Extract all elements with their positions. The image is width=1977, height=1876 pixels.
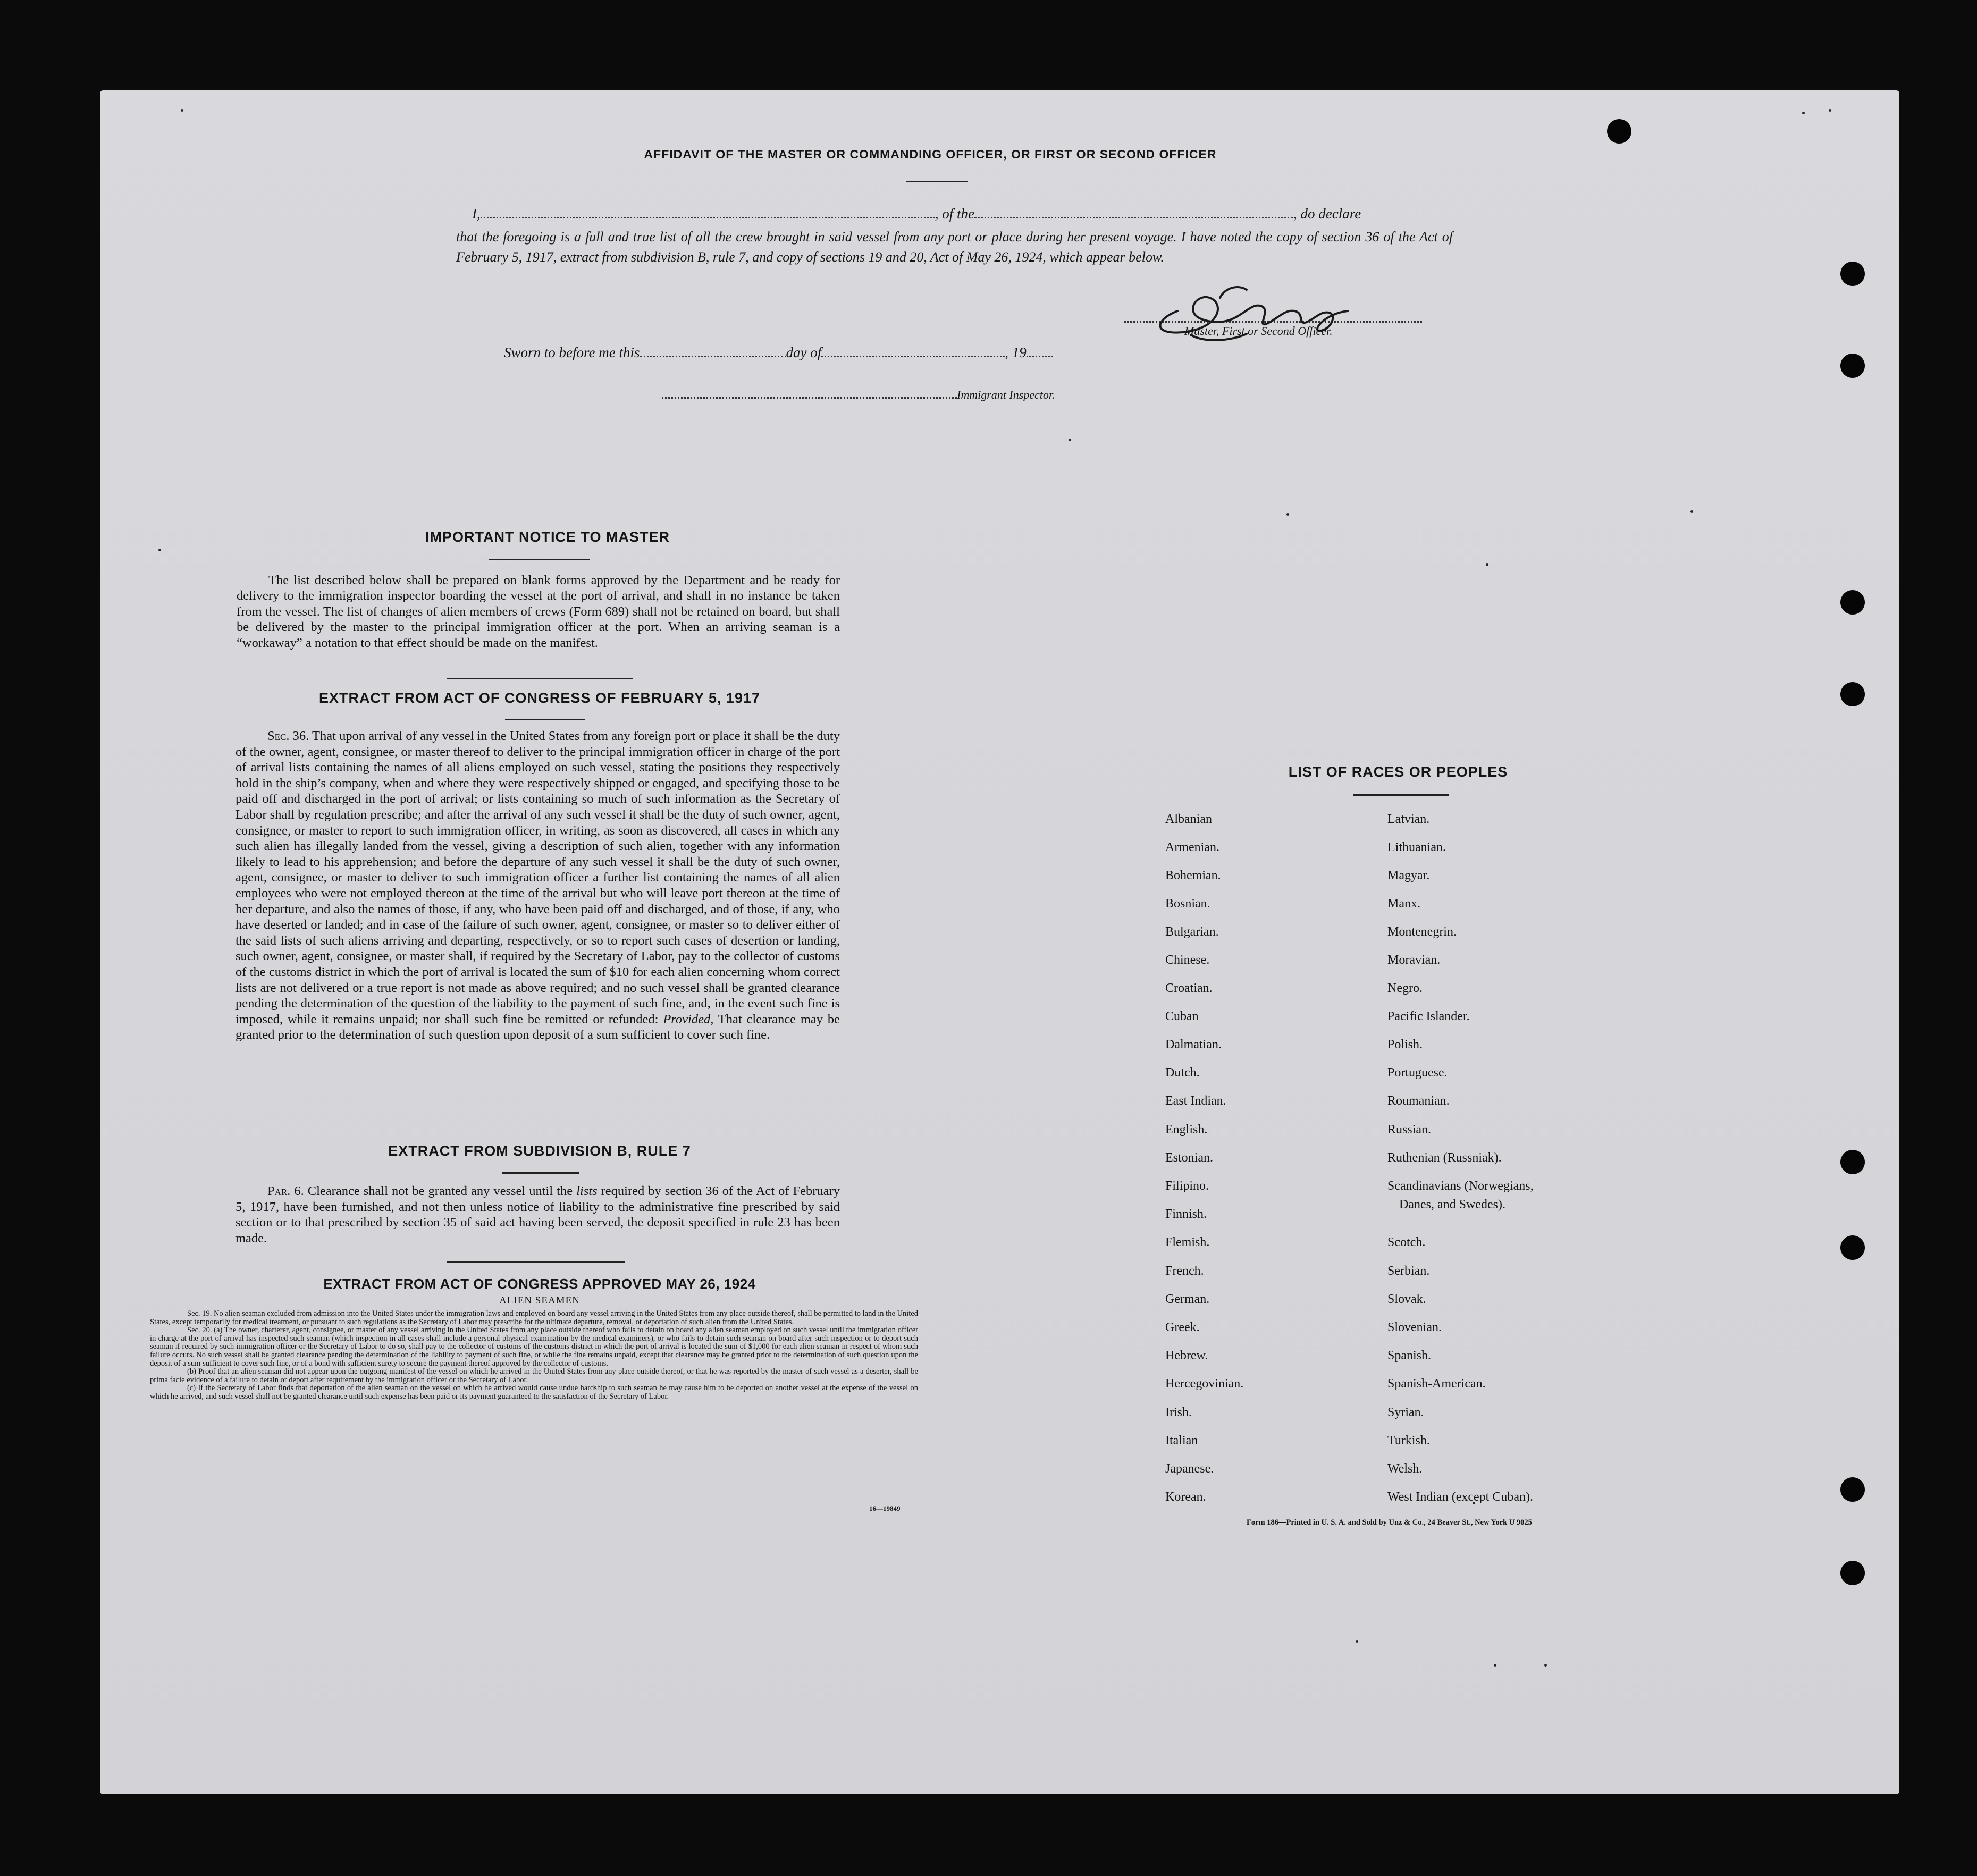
day-of-label: day of bbox=[786, 344, 822, 360]
race-item: Finnish. bbox=[1165, 1207, 1207, 1221]
race-item: Serbian. bbox=[1387, 1264, 1430, 1278]
race-item: Flemish. bbox=[1165, 1235, 1210, 1249]
punch-hole bbox=[1840, 682, 1865, 706]
speck bbox=[1494, 1664, 1496, 1667]
inspector-signature-field[interactable] bbox=[662, 397, 957, 399]
race-item: Slovenian. bbox=[1387, 1320, 1442, 1334]
speck bbox=[1286, 513, 1289, 516]
race-item: Italian bbox=[1165, 1434, 1198, 1448]
speck bbox=[1069, 439, 1071, 441]
notice-bottom-rule bbox=[447, 678, 633, 679]
race-item: West Indian (except Cuban). bbox=[1387, 1490, 1533, 1504]
rule7-bottom-rule bbox=[447, 1261, 625, 1263]
speck bbox=[1356, 1640, 1358, 1643]
extract-1917-underline bbox=[505, 719, 585, 720]
race-item: Manx. bbox=[1387, 897, 1420, 911]
race-item: Dutch. bbox=[1165, 1066, 1200, 1080]
race-item: Scandinavians (Norwegians, bbox=[1387, 1179, 1534, 1193]
race-item: Chinese. bbox=[1165, 953, 1210, 967]
race-item: Pacific Islander. bbox=[1387, 1009, 1470, 1023]
rule7-title: EXTRACT FROM SUBDIVISION B, RULE 7 bbox=[388, 1143, 691, 1159]
race-item: Hercegovinian. bbox=[1165, 1377, 1244, 1391]
sec-36-tail: That clearance may be granted prior to the determination of such question upon deposit of a sum sufficient to cover such fine. bbox=[235, 1012, 840, 1042]
extract-1917-body bbox=[235, 728, 840, 1043]
punch-hole bbox=[1607, 119, 1631, 144]
race-item: East Indian. bbox=[1165, 1094, 1226, 1108]
sec-20b: (b) Proof that an alien seaman did not appear upon the outgoing manifest of the vessel on which he arrived in the United States from any place outside thereof, or that he was reported by the master of such vessel as a deserter, shall be prima facie evidence of a failure to detain or deport after requirement by the immigration officer or the Secretary of Labor. bbox=[150, 1367, 918, 1384]
race-item: Magyar. bbox=[1387, 869, 1430, 882]
punch-hole bbox=[1840, 1561, 1865, 1585]
title-underline bbox=[906, 181, 968, 182]
race-item: Montenegrin. bbox=[1387, 925, 1457, 939]
inspector-line bbox=[662, 388, 1055, 402]
sec-36-text: That upon arrival of any vessel in the United States from any foreign port or place it shall be the duty of the owner, agent, consignee, or master thereof to deliver to the principal immigration officer in charge of the port of arrival lists containing the names of all aliens employed on such vessel, stating the positions they respectively hold in the ship’s company, when and where they were respectively shipped or engaged, and specifying those to be paid off and discharged in the port of arrival; or lists containing so much of such information as the Secretary of Labor shall by regulation prescribe; and after the arrival of any such vessel it shall be the duty of such owner, agent, consignee, or master to report to such immigration officer, in writing, as soon as discovered, all cases in which any such alien has illegally landed from the vessel, giving a description of such alien, together with any information likely to lead to his apprehension; and before the departure of any such vessel it shall be the duty of such owner, agent, consignee, or master to deliver to such immigration officer a further list containing the names of all alien employees who were not employed thereon at the time of the arrival but who will leave port thereon at the time of her departure, and also the names of those, if any, who have been paid off and discharged, and of those, if any, who have deserted or landed; and in case of the failure of such owner, agent, consignee, or master so to deliver either of the said lists of such aliens arriving and departing, respectively, or so to report such cases of desertion or landing, such owner, agent, consignee, or master shall, if required by the Secretary of Labor, pay to the collector of customs of the customs district in which the port of arrival is located the sum of $10 for each alien concerning whom correct lists are not delivered or a true report is not made as above required; and no such vessel shall be granted clearance pending the determination of the question of the liability to the payment of such fine, and, in the event such fine is imposed, while it remains unpaid; nor shall such fine be remitted or refunded: bbox=[235, 729, 840, 1027]
race-item: Spanish. bbox=[1387, 1349, 1432, 1362]
race-item: German. bbox=[1165, 1292, 1210, 1306]
act-1924-body bbox=[150, 1310, 918, 1401]
act-1924-title: EXTRACT FROM ACT OF CONGRESS APPROVED MAY 26, 1924 bbox=[323, 1276, 756, 1292]
race-item: Welsh. bbox=[1387, 1462, 1423, 1476]
form-imprint: Form 186—Printed in U. S. A. and Sold by Unz & Co., 24 Beaver St., New York U 9025 bbox=[1247, 1518, 1532, 1527]
race-item: Croatian. bbox=[1165, 981, 1213, 995]
punch-hole bbox=[1840, 1477, 1865, 1502]
race-item: Japanese. bbox=[1165, 1462, 1214, 1476]
inspector-caption: Immigrant Inspector. bbox=[957, 388, 1055, 401]
of-the-label: , of the bbox=[935, 206, 974, 222]
race-item: Turkish. bbox=[1387, 1434, 1430, 1448]
race-item: Syrian. bbox=[1387, 1406, 1424, 1419]
race-item: Albanian bbox=[1165, 812, 1212, 826]
alien-seamen-subtitle: ALIEN SEAMEN bbox=[499, 1295, 580, 1306]
declaration-line bbox=[472, 206, 1453, 222]
rule7-body bbox=[235, 1183, 840, 1246]
race-item: Ruthenian (Russniak). bbox=[1387, 1151, 1502, 1165]
race-item: Moravian. bbox=[1387, 953, 1441, 967]
sec-20c: (c) If the Secretary of Labor finds that deportation of the alien seaman on the vessel on which he arrived would cause undue hardship to such seaman he may cause him to be deported on another vessel at the expense of the vessel on which he arrived, and such vessel shall not be granted clearance until such expense has been paid or its payment guaranteed to the satisfaction of the Secretary of Labor. bbox=[150, 1384, 918, 1401]
race-item: French. bbox=[1165, 1264, 1204, 1278]
provided-word: Provided, bbox=[663, 1012, 714, 1027]
vessel-name-field[interactable] bbox=[974, 217, 1293, 218]
rule7-underline bbox=[502, 1172, 579, 1174]
punch-hole bbox=[1840, 1235, 1865, 1260]
race-item: Dalmatian. bbox=[1165, 1038, 1222, 1051]
sworn-year-field[interactable] bbox=[1027, 356, 1053, 357]
race-item: Armenian. bbox=[1165, 840, 1219, 854]
par-6-text-a: Clearance shall not be granted any vessel until the bbox=[307, 1184, 573, 1198]
signature-caption: Master, First or Second Officer. bbox=[1184, 324, 1333, 338]
race-item: Bulgarian. bbox=[1165, 925, 1219, 939]
race-item: Polish. bbox=[1387, 1038, 1423, 1051]
race-item: Scotch. bbox=[1387, 1235, 1426, 1249]
speck bbox=[1690, 510, 1693, 513]
speck bbox=[1544, 1664, 1547, 1667]
punch-hole bbox=[1840, 1150, 1865, 1174]
affidavit-body: that the foregoing is a full and true list of all the crew brought in said vessel from any port or place during her present voyage. I have noted the copy of section 36 of the Act of February 5, 1917, extract from subdivision B, rule 7, and copy of sections 19 and 20, Act of May 26, 1924, which appear below. bbox=[456, 229, 1453, 265]
par-6-text-b: required by section 36 of the Act of February 5, 1917, have been furnished, and not then unless notice of liability to the administrative fine prescribed by said section or to that prescribed by section 35 of said act having been served, the deposit specified in rule 23 has been made. bbox=[235, 1184, 840, 1246]
speck bbox=[1802, 112, 1805, 114]
race-item: Roumanian. bbox=[1387, 1094, 1450, 1108]
race-item: Spanish-American. bbox=[1387, 1377, 1486, 1391]
notice-underline bbox=[489, 559, 590, 560]
declare-label: , do declare bbox=[1293, 206, 1361, 222]
notice-title: IMPORTANT NOTICE TO MASTER bbox=[425, 529, 670, 545]
races-title: LIST OF RACES OR PEOPLES bbox=[1288, 764, 1508, 780]
race-item: Lithuanian. bbox=[1387, 840, 1446, 854]
speck bbox=[181, 109, 183, 112]
race-item: Bohemian. bbox=[1165, 869, 1221, 882]
speck bbox=[1486, 563, 1488, 566]
sec-20a: Sec. 20. (a) The owner, charterer, agent, consignee, or master of any vessel arriving in the United States from any place outside thereof who fails to detain on board any alien seaman employed on such vessel until the immigration officer in charge at the port of arrival has inspected such seaman (which inspection in all cases shall include a personal physical examination by the medical examiners), or who fails to detain such seaman on board after such inspection or to deport such seaman if required by such immigration officer or the Secretary of Labor to do so, shall pay to the collector of customs of the customs district in which the port of arrival is located the sum of $1,000 for each alien seaman in respect of whom such failure occurs. No such vessel shall be granted clearance pending the determination of the liability to payment of such fine, or while the fine remains unpaid, except that clearance may be granted prior to the determination of such question upon the deposit of a sum sufficient to cover such fine, or of a bond with sufficient surety to secure the payment thereof approved by the collector of customs. bbox=[150, 1326, 918, 1368]
declarant-name-field[interactable] bbox=[481, 217, 935, 218]
race-item: Russian. bbox=[1387, 1123, 1432, 1137]
sworn-month-field[interactable] bbox=[821, 356, 1005, 357]
sec-36-label: Sec. 36. bbox=[267, 729, 309, 743]
race-item: Irish. bbox=[1165, 1406, 1192, 1419]
year-label: , 19 bbox=[1005, 344, 1027, 360]
affidavit-title: AFFIDAVIT OF THE MASTER OR COMMANDING OFFICER, OR FIRST OR SECOND OFFICER bbox=[644, 147, 1217, 161]
race-item: Portuguese. bbox=[1387, 1066, 1448, 1080]
lists-word: lists bbox=[576, 1184, 598, 1198]
declarant-label: I, bbox=[472, 206, 481, 222]
punch-hole bbox=[1840, 354, 1865, 378]
notice-body: The list described below shall be prepared on blank forms approved by the Department and be ready for delivery to the immigration inspector boarding the vessel at the port of arrival, and shall in no instance be taken from the vessel. The list of changes of alien members of crews (Form 689) shall not be retained on board, but shall be delivered by the master to the principal immigration officer at the port. When an arriving seaman is a “workaway” a notation to that effect should be made on the manifest. bbox=[237, 573, 840, 650]
race-item: Estonian. bbox=[1165, 1151, 1213, 1165]
par-6-label: Par. 6. bbox=[267, 1184, 304, 1198]
race-item: Greek. bbox=[1165, 1320, 1200, 1334]
race-item: Danes, and Swedes). bbox=[1399, 1198, 1505, 1212]
race-item: Latvian. bbox=[1387, 812, 1430, 826]
race-item: English. bbox=[1165, 1123, 1208, 1137]
print-code: 16—19849 bbox=[869, 1504, 901, 1512]
speck bbox=[1829, 109, 1831, 112]
race-item: Filipino. bbox=[1165, 1179, 1209, 1193]
race-item: Cuban bbox=[1165, 1009, 1199, 1023]
punch-hole bbox=[1840, 590, 1865, 615]
races-underline bbox=[1353, 794, 1449, 796]
extract-1917-title: EXTRACT FROM ACT OF CONGRESS OF FEBRUARY 5, 1917 bbox=[318, 690, 761, 706]
speck bbox=[158, 549, 161, 551]
race-item: Slovak. bbox=[1387, 1292, 1426, 1306]
punch-hole bbox=[1840, 262, 1865, 286]
race-item: Korean. bbox=[1165, 1490, 1206, 1504]
sworn-day-field[interactable] bbox=[640, 356, 786, 357]
race-item: Bosnian. bbox=[1165, 897, 1210, 911]
race-item: Hebrew. bbox=[1165, 1349, 1208, 1362]
sec-19: Sec. 19. No alien seaman excluded from admission into the United States under the immigration laws and employed on board any vessel arriving in the United States from any place outside thereof, shall be permitted to land in the United States, except temporarily for medical treatment, or pursuant to such regulations as the Secretary of Labor may prescribe for the ultimate departure, removal, or deportation of such alien from the United States. bbox=[150, 1309, 918, 1326]
sworn-label: Sworn to before me this bbox=[504, 344, 640, 360]
sworn-line bbox=[504, 344, 1053, 361]
race-item: Negro. bbox=[1387, 981, 1423, 995]
